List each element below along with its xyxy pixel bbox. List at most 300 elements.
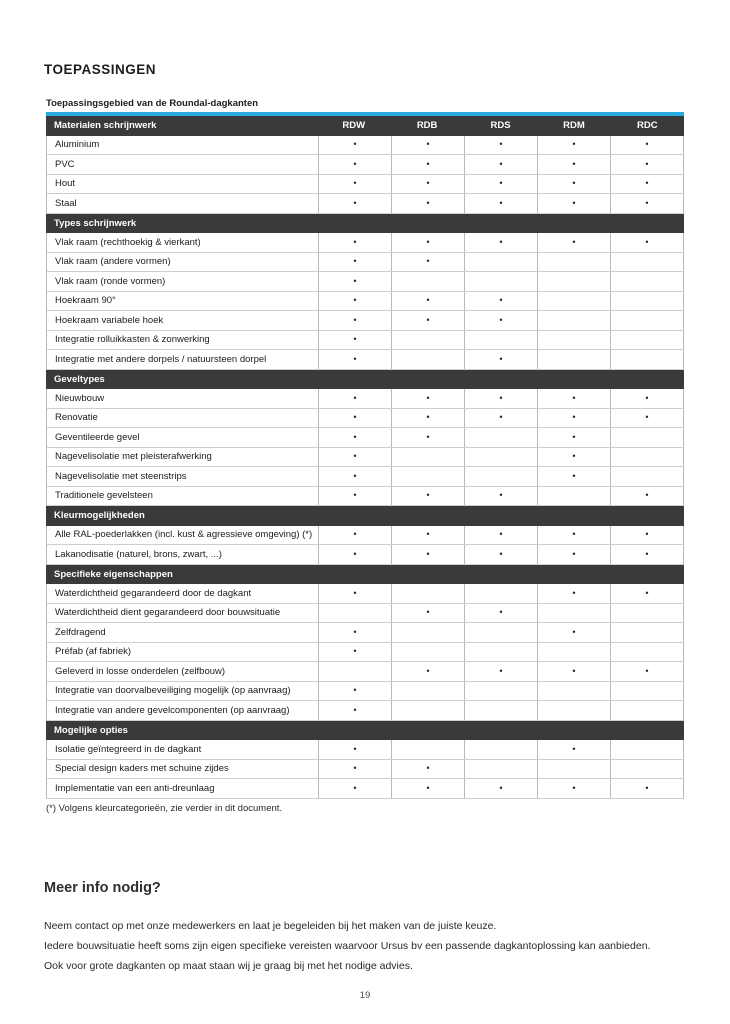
mark-cell-rdw bbox=[318, 643, 391, 662]
table-row-hoekraam-variabele-hoek bbox=[46, 311, 684, 331]
bullet-mark: • bbox=[353, 334, 357, 345]
bullet-mark: • bbox=[499, 158, 503, 169]
bullet-mark: • bbox=[499, 314, 503, 325]
mark-cell-rdc bbox=[610, 623, 683, 642]
section-title: Materialen schrijnwerk bbox=[54, 120, 157, 132]
bullet-mark: • bbox=[645, 412, 649, 423]
column-header-rdw bbox=[317, 370, 390, 390]
table-row-geleverd-in-losse-onderdelen-zelfbouw bbox=[46, 662, 684, 682]
mark-cell-rdc bbox=[610, 155, 683, 174]
bullet-mark: • bbox=[353, 529, 357, 540]
column-header-rdm bbox=[537, 506, 610, 526]
mark-cell-rds bbox=[464, 760, 537, 779]
mark-cell-rds bbox=[464, 272, 537, 291]
mark-cell-rdm bbox=[537, 311, 610, 330]
bullet-mark: • bbox=[645, 529, 649, 540]
mark-cell-rdc bbox=[610, 136, 683, 155]
mark-cell-rds bbox=[464, 779, 537, 798]
bullet-mark: • bbox=[645, 139, 649, 150]
mark-cell-rdw bbox=[318, 584, 391, 603]
info-line: Neem contact op met onze medewerkers en laat je begeleiden bij het maken van de juiste keuze. bbox=[44, 920, 497, 932]
row-label: Nagevelisolatie met pleisterafwerking bbox=[55, 451, 212, 463]
bullet-mark: • bbox=[353, 587, 357, 598]
mark-cell-rdb bbox=[391, 233, 464, 252]
row-label: Hoekraam variabele hoek bbox=[55, 314, 164, 326]
mark-cell-rdw bbox=[318, 233, 391, 252]
bullet-mark: • bbox=[426, 392, 430, 403]
row-label: Lakanodisatie (naturel, brons, zwart, ...) bbox=[55, 548, 222, 560]
mark-cell-rdm bbox=[537, 155, 610, 174]
mark-cell-rdw bbox=[318, 350, 391, 369]
mark-cell-rdw bbox=[318, 272, 391, 291]
mark-cell-rdc bbox=[610, 701, 683, 720]
bullet-mark: • bbox=[499, 197, 503, 208]
mark-cell-rds bbox=[464, 292, 537, 311]
table-row-vlak-raam-andere-vormen bbox=[46, 253, 684, 273]
row-label: Special design kaders met schuine zijdes bbox=[55, 763, 229, 775]
table-row-integratie-rolluikkasten-zonwerking bbox=[46, 331, 684, 351]
bullet-mark: • bbox=[572, 392, 576, 403]
bullet-mark: • bbox=[426, 158, 430, 169]
mark-cell-rdm bbox=[537, 194, 610, 213]
mark-cell-rds bbox=[464, 682, 537, 701]
mark-cell-rdw bbox=[318, 331, 391, 350]
column-header-rds bbox=[464, 565, 537, 585]
mark-cell-rdc bbox=[610, 526, 683, 545]
mark-cell-rdc bbox=[610, 487, 683, 506]
mark-cell-rdm bbox=[537, 448, 610, 467]
table-row-integratie-van-doorvalbeveiliging-mogelijk-op-aanvraag bbox=[46, 682, 684, 702]
mark-cell-rds bbox=[464, 311, 537, 330]
row-label: Zelfdragend bbox=[55, 626, 106, 638]
bullet-mark: • bbox=[353, 431, 357, 442]
column-header-rdm bbox=[537, 214, 610, 234]
bullet-mark: • bbox=[353, 782, 357, 793]
bullet-mark: • bbox=[499, 607, 503, 618]
row-label: Isolatie geïntegreerd in de dagkant bbox=[55, 743, 202, 755]
column-header-rdc: RDC bbox=[637, 120, 658, 132]
mark-cell-rdw bbox=[318, 292, 391, 311]
mark-cell-rdw bbox=[318, 701, 391, 720]
mark-cell-rds bbox=[464, 467, 537, 486]
bullet-mark: • bbox=[499, 529, 503, 540]
mark-cell-rdb bbox=[391, 701, 464, 720]
bullet-mark: • bbox=[353, 763, 357, 774]
table-row-traditionele-gevelsteen bbox=[46, 487, 684, 507]
section-header-kleurmogelijkheden bbox=[46, 506, 684, 526]
row-label: Hoekraam 90° bbox=[55, 295, 116, 307]
mark-cell-rdc bbox=[610, 175, 683, 194]
table-row-pvc bbox=[46, 155, 684, 175]
bullet-mark: • bbox=[572, 626, 576, 637]
mark-cell-rdw bbox=[318, 779, 391, 798]
bullet-mark: • bbox=[353, 178, 357, 189]
mark-cell-rdc bbox=[610, 448, 683, 467]
column-header-rdw bbox=[317, 506, 390, 526]
bullet-mark: • bbox=[426, 529, 430, 540]
table-row-integratie-van-andere-gevelcomponenten-op-aanvraag bbox=[46, 701, 684, 721]
bullet-mark: • bbox=[645, 197, 649, 208]
table-row-nagevelisolatie-met-pleisterafwerking bbox=[46, 448, 684, 468]
mark-cell-rdw bbox=[318, 545, 391, 564]
bullet-mark: • bbox=[353, 685, 357, 696]
table-caption: Toepassingsgebied van de Roundal-dagkanten bbox=[46, 98, 259, 109]
bullet-mark: • bbox=[426, 763, 430, 774]
mark-cell-rdm bbox=[537, 526, 610, 545]
bullet-mark: • bbox=[353, 451, 357, 462]
mark-cell-rds bbox=[464, 643, 537, 662]
applications-table bbox=[46, 112, 684, 799]
mark-cell-rds bbox=[464, 253, 537, 272]
mark-cell-rdb bbox=[391, 428, 464, 447]
bullet-mark: • bbox=[353, 256, 357, 267]
bullet-mark: • bbox=[572, 529, 576, 540]
mark-cell-rdb bbox=[391, 272, 464, 291]
column-header-rdm bbox=[537, 721, 610, 741]
bullet-mark: • bbox=[426, 295, 430, 306]
mark-cell-rdw bbox=[318, 194, 391, 213]
bullet-mark: • bbox=[645, 587, 649, 598]
mark-cell-rds bbox=[464, 526, 537, 545]
mark-cell-rdb bbox=[391, 331, 464, 350]
column-header-rds bbox=[464, 370, 537, 390]
bullet-mark: • bbox=[645, 158, 649, 169]
bullet-mark: • bbox=[353, 158, 357, 169]
bullet-mark: • bbox=[353, 626, 357, 637]
mark-cell-rdm bbox=[537, 331, 610, 350]
mark-cell-rds bbox=[464, 487, 537, 506]
mark-cell-rds bbox=[464, 604, 537, 623]
mark-cell-rdw bbox=[318, 409, 391, 428]
mark-cell-rdb bbox=[391, 292, 464, 311]
section-header-specifieke-eigenschappen bbox=[46, 565, 684, 585]
column-header-rdc bbox=[611, 214, 684, 234]
table-row-implementatie-van-een-anti-dreunlaag bbox=[46, 779, 684, 799]
bullet-mark: • bbox=[353, 490, 357, 501]
mark-cell-rdm bbox=[537, 272, 610, 291]
mark-cell-rdw bbox=[318, 467, 391, 486]
mark-cell-rdc bbox=[610, 272, 683, 291]
bullet-mark: • bbox=[499, 782, 503, 793]
bullet-mark: • bbox=[353, 353, 357, 364]
mark-cell-rdb bbox=[391, 409, 464, 428]
mark-cell-rdb bbox=[391, 682, 464, 701]
bullet-mark: • bbox=[353, 295, 357, 306]
mark-cell-rdb bbox=[391, 584, 464, 603]
section-header-mogelijke-opties bbox=[46, 721, 684, 741]
info-paragraph bbox=[44, 916, 650, 976]
column-header-rdb bbox=[390, 721, 463, 741]
mark-cell-rds bbox=[464, 136, 537, 155]
row-label: Aluminium bbox=[55, 139, 100, 151]
table-footnote: (*) Volgens kleurcategorieën, zie verder in dit document. bbox=[46, 803, 283, 814]
table-row-geventileerde-gevel bbox=[46, 428, 684, 448]
mark-cell-rdw bbox=[318, 136, 391, 155]
column-header-rds bbox=[464, 506, 537, 526]
table-row-nieuwbouw bbox=[46, 389, 684, 409]
bullet-mark: • bbox=[645, 665, 649, 676]
mark-cell-rdb bbox=[391, 448, 464, 467]
bullet-mark: • bbox=[572, 236, 576, 247]
table-row-integratie-met-andere-dorpels-natuursteen-dorpel bbox=[46, 350, 684, 370]
bullet-mark: • bbox=[426, 236, 430, 247]
bullet-mark: • bbox=[353, 236, 357, 247]
mark-cell-rdw bbox=[318, 623, 391, 642]
bullet-mark: • bbox=[353, 470, 357, 481]
mark-cell-rdb bbox=[391, 604, 464, 623]
mark-cell-rdc bbox=[610, 331, 683, 350]
mark-cell-rdb bbox=[391, 194, 464, 213]
mark-cell-rdc bbox=[610, 584, 683, 603]
mark-cell-rdm bbox=[537, 545, 610, 564]
table-row-hout bbox=[46, 175, 684, 195]
row-label: Hout bbox=[55, 178, 76, 190]
mark-cell-rdm bbox=[537, 584, 610, 603]
bullet-mark: • bbox=[645, 236, 649, 247]
bullet-mark: • bbox=[499, 353, 503, 364]
mark-cell-rdw bbox=[318, 662, 391, 681]
mark-cell-rds bbox=[464, 701, 537, 720]
mark-cell-rdm bbox=[537, 253, 610, 272]
mark-cell-rdc bbox=[610, 253, 683, 272]
row-label: Waterdichtheid gegarandeerd door de dagkant bbox=[55, 587, 252, 599]
bullet-mark: • bbox=[426, 314, 430, 325]
bullet-mark: • bbox=[426, 782, 430, 793]
section-title: Types schrijnwerk bbox=[54, 217, 137, 229]
mark-cell-rdc bbox=[610, 409, 683, 428]
table-row-isolatie-geintegreerd-in-de-dagkant bbox=[46, 740, 684, 760]
mark-cell-rdb bbox=[391, 740, 464, 759]
mark-cell-rdm bbox=[537, 350, 610, 369]
mark-cell-rdw bbox=[318, 740, 391, 759]
mark-cell-rds bbox=[464, 155, 537, 174]
section-title: Kleurmogelijkheden bbox=[54, 510, 145, 522]
mark-cell-rds bbox=[464, 448, 537, 467]
row-label: Préfab (af fabriek) bbox=[55, 646, 132, 658]
table-row-staal bbox=[46, 194, 684, 214]
mark-cell-rds bbox=[464, 175, 537, 194]
mark-cell-rdw bbox=[318, 604, 391, 623]
bullet-mark: • bbox=[572, 412, 576, 423]
mark-cell-rds bbox=[464, 428, 537, 447]
mark-cell-rdc bbox=[610, 545, 683, 564]
mark-cell-rds bbox=[464, 623, 537, 642]
mark-cell-rds bbox=[464, 389, 537, 408]
mark-cell-rds bbox=[464, 545, 537, 564]
mark-cell-rdm bbox=[537, 643, 610, 662]
section-title: Geveltypes bbox=[54, 373, 105, 385]
bullet-mark: • bbox=[499, 490, 503, 501]
row-label: Vlak raam (andere vormen) bbox=[55, 256, 171, 268]
mark-cell-rdw bbox=[318, 526, 391, 545]
bullet-mark: • bbox=[572, 548, 576, 559]
table-row-hoekraam-90 bbox=[46, 292, 684, 312]
mark-cell-rdm bbox=[537, 233, 610, 252]
mark-cell-rds bbox=[464, 331, 537, 350]
bullet-mark: • bbox=[572, 743, 576, 754]
bullet-mark: • bbox=[426, 431, 430, 442]
mark-cell-rdb bbox=[391, 779, 464, 798]
bullet-mark: • bbox=[499, 139, 503, 150]
row-label: Renovatie bbox=[55, 412, 98, 424]
mark-cell-rds bbox=[464, 409, 537, 428]
mark-cell-rdw bbox=[318, 253, 391, 272]
column-header-rdc bbox=[611, 370, 684, 390]
bullet-mark: • bbox=[426, 548, 430, 559]
mark-cell-rdc bbox=[610, 682, 683, 701]
bullet-mark: • bbox=[353, 197, 357, 208]
row-label: Vlak raam (ronde vormen) bbox=[55, 275, 166, 287]
bullet-mark: • bbox=[499, 295, 503, 306]
bullet-mark: • bbox=[353, 646, 357, 657]
column-header-rds bbox=[464, 214, 537, 234]
row-label: Alle RAL-poederlakken (incl. kust & agressieve omgeving) (*) bbox=[55, 529, 313, 541]
bullet-mark: • bbox=[353, 392, 357, 403]
mark-cell-rdc bbox=[610, 233, 683, 252]
row-label: Waterdichtheid dient gegarandeerd door bouwsituatie bbox=[55, 607, 281, 619]
mark-cell-rdb bbox=[391, 155, 464, 174]
mark-cell-rdm bbox=[537, 428, 610, 447]
mark-cell-rds bbox=[464, 194, 537, 213]
mark-cell-rdm bbox=[537, 662, 610, 681]
mark-cell-rdc bbox=[610, 194, 683, 213]
column-header-rdm bbox=[537, 370, 610, 390]
mark-cell-rdc bbox=[610, 643, 683, 662]
bullet-mark: • bbox=[499, 178, 503, 189]
mark-cell-rdw bbox=[318, 448, 391, 467]
mark-cell-rdb bbox=[391, 175, 464, 194]
mark-cell-rdc bbox=[610, 760, 683, 779]
mark-cell-rdb bbox=[391, 350, 464, 369]
mark-cell-rdc bbox=[610, 740, 683, 759]
mark-cell-rdb bbox=[391, 623, 464, 642]
mark-cell-rdw bbox=[318, 487, 391, 506]
row-label: Integratie rolluikkasten & zonwerking bbox=[55, 334, 210, 346]
mark-cell-rdb bbox=[391, 311, 464, 330]
bullet-mark: • bbox=[645, 178, 649, 189]
section-title: Specifieke eigenschappen bbox=[54, 568, 173, 580]
bullet-mark: • bbox=[353, 314, 357, 325]
row-label: Integratie van doorvalbeveiliging mogelijk (op aanvraag) bbox=[55, 685, 291, 697]
bullet-mark: • bbox=[353, 548, 357, 559]
bullet-mark: • bbox=[572, 197, 576, 208]
mark-cell-rdb bbox=[391, 643, 464, 662]
column-header-rdc bbox=[611, 565, 684, 585]
column-header-rdc bbox=[611, 721, 684, 741]
bullet-mark: • bbox=[353, 139, 357, 150]
bullet-mark: • bbox=[645, 548, 649, 559]
mark-cell-rdm bbox=[537, 779, 610, 798]
mark-cell-rdw bbox=[318, 682, 391, 701]
column-header-rdb bbox=[390, 370, 463, 390]
table-row-prefab-af-fabriek bbox=[46, 643, 684, 663]
mark-cell-rdc bbox=[610, 779, 683, 798]
bullet-mark: • bbox=[426, 412, 430, 423]
mark-cell-rdw bbox=[318, 389, 391, 408]
bullet-mark: • bbox=[353, 275, 357, 286]
mark-cell-rdm bbox=[537, 409, 610, 428]
mark-cell-rdw bbox=[318, 155, 391, 174]
bullet-mark: • bbox=[499, 392, 503, 403]
section-header-types-schrijnwerk bbox=[46, 214, 684, 234]
row-label: Geventileerde gevel bbox=[55, 431, 140, 443]
bullet-mark: • bbox=[426, 665, 430, 676]
column-header-rdm: RDM bbox=[563, 120, 585, 132]
mark-cell-rdw bbox=[318, 175, 391, 194]
mark-cell-rdm bbox=[537, 389, 610, 408]
bullet-mark: • bbox=[645, 392, 649, 403]
mark-cell-rdb bbox=[391, 487, 464, 506]
column-header-rdc bbox=[611, 506, 684, 526]
mark-cell-rdc bbox=[610, 292, 683, 311]
page-title: TOEPASSINGEN bbox=[44, 62, 157, 77]
mark-cell-rdw bbox=[318, 760, 391, 779]
bullet-mark: • bbox=[426, 490, 430, 501]
bullet-mark: • bbox=[353, 743, 357, 754]
row-label: Staal bbox=[55, 197, 77, 209]
column-header-rds: RDS bbox=[490, 120, 511, 132]
mark-cell-rds bbox=[464, 740, 537, 759]
mark-cell-rdw bbox=[318, 428, 391, 447]
bullet-mark: • bbox=[499, 548, 503, 559]
bullet-mark: • bbox=[572, 158, 576, 169]
mark-cell-rdc bbox=[610, 662, 683, 681]
mark-cell-rdm bbox=[537, 487, 610, 506]
bullet-mark: • bbox=[426, 607, 430, 618]
column-header-rdb: RDB bbox=[416, 120, 438, 132]
mark-cell-rdb bbox=[391, 760, 464, 779]
table-row-special-design-kaders-met-schuine-zijdes bbox=[46, 760, 684, 780]
mark-cell-rdc bbox=[610, 428, 683, 447]
mark-cell-rdb bbox=[391, 467, 464, 486]
mark-cell-rdc bbox=[610, 467, 683, 486]
bullet-mark: • bbox=[645, 490, 649, 501]
column-header-rdb bbox=[390, 214, 463, 234]
row-label: Vlak raam (rechthoekig & vierkant) bbox=[55, 236, 201, 248]
column-header-rdw bbox=[317, 565, 390, 585]
table-row-renovatie bbox=[46, 409, 684, 429]
mark-cell-rds bbox=[464, 350, 537, 369]
info-line: Ook voor grote dagkanten op maat staan wij je graag bij met het nodige advies. bbox=[44, 960, 413, 972]
bullet-mark: • bbox=[499, 412, 503, 423]
column-header-rdw: RDW bbox=[342, 120, 366, 132]
bullet-mark: • bbox=[572, 431, 576, 442]
column-header-rdb bbox=[390, 565, 463, 585]
bullet-mark: • bbox=[645, 782, 649, 793]
bullet-mark: • bbox=[426, 178, 430, 189]
mark-cell-rdb bbox=[391, 136, 464, 155]
mark-cell-rdc bbox=[610, 311, 683, 330]
mark-cell-rdb bbox=[391, 526, 464, 545]
table-row-waterdichtheid-gegarandeerd-door-de-dagkant bbox=[46, 584, 684, 604]
mark-cell-rdm bbox=[537, 740, 610, 759]
section-title: Mogelijke opties bbox=[54, 724, 128, 736]
row-label: Geleverd in losse onderdelen (zelfbouw) bbox=[55, 665, 226, 677]
mark-cell-rdm bbox=[537, 623, 610, 642]
bullet-mark: • bbox=[353, 704, 357, 715]
column-header-rdm bbox=[537, 565, 610, 585]
mark-cell-rdb bbox=[391, 389, 464, 408]
mark-cell-rdb bbox=[391, 545, 464, 564]
table-row-alle-ral-poederlakken-incl-kust-agressieve-omgeving bbox=[46, 526, 684, 546]
bullet-mark: • bbox=[353, 412, 357, 423]
table-header-row-materialen-schrijnwerk bbox=[46, 116, 684, 136]
bullet-mark: • bbox=[572, 782, 576, 793]
bullet-mark: • bbox=[572, 178, 576, 189]
table-row-zelfdragend bbox=[46, 623, 684, 643]
table-row-lakanodisatie-naturel-brons-zwart bbox=[46, 545, 684, 565]
mark-cell-rdc bbox=[610, 604, 683, 623]
